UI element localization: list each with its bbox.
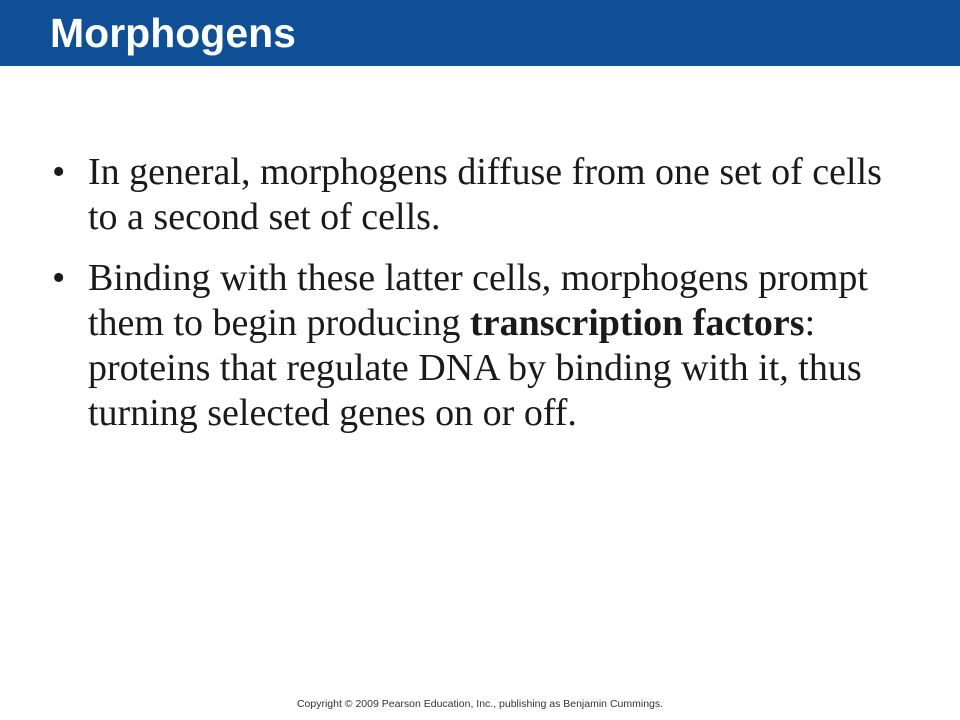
- slide-title: Morphogens: [50, 10, 296, 56]
- bullet-item-2: [52, 256, 912, 436]
- bullet-list: [52, 150, 912, 452]
- bullet-bold-term: transcription factors: [470, 302, 805, 344]
- bullet-text-before: Binding with these latter cells, morphogens prompt them to begin producing: [88, 257, 868, 344]
- title-bar: [0, 0, 960, 66]
- bullet-text: In general, morphogens diffuse from one set of cells to a second set of cells.: [88, 151, 882, 238]
- bullet-item-1: [52, 150, 912, 240]
- bullet-text-after: : proteins that regulate DNA by binding with it, thus turning selected genes on or off.: [88, 302, 862, 434]
- copyright-notice: Copyright © 2009 Pearson Education, Inc., publishing as Benjamin Cummings.: [296, 698, 664, 710]
- bullet-marker: •: [52, 257, 66, 299]
- bullet-marker: •: [52, 151, 66, 193]
